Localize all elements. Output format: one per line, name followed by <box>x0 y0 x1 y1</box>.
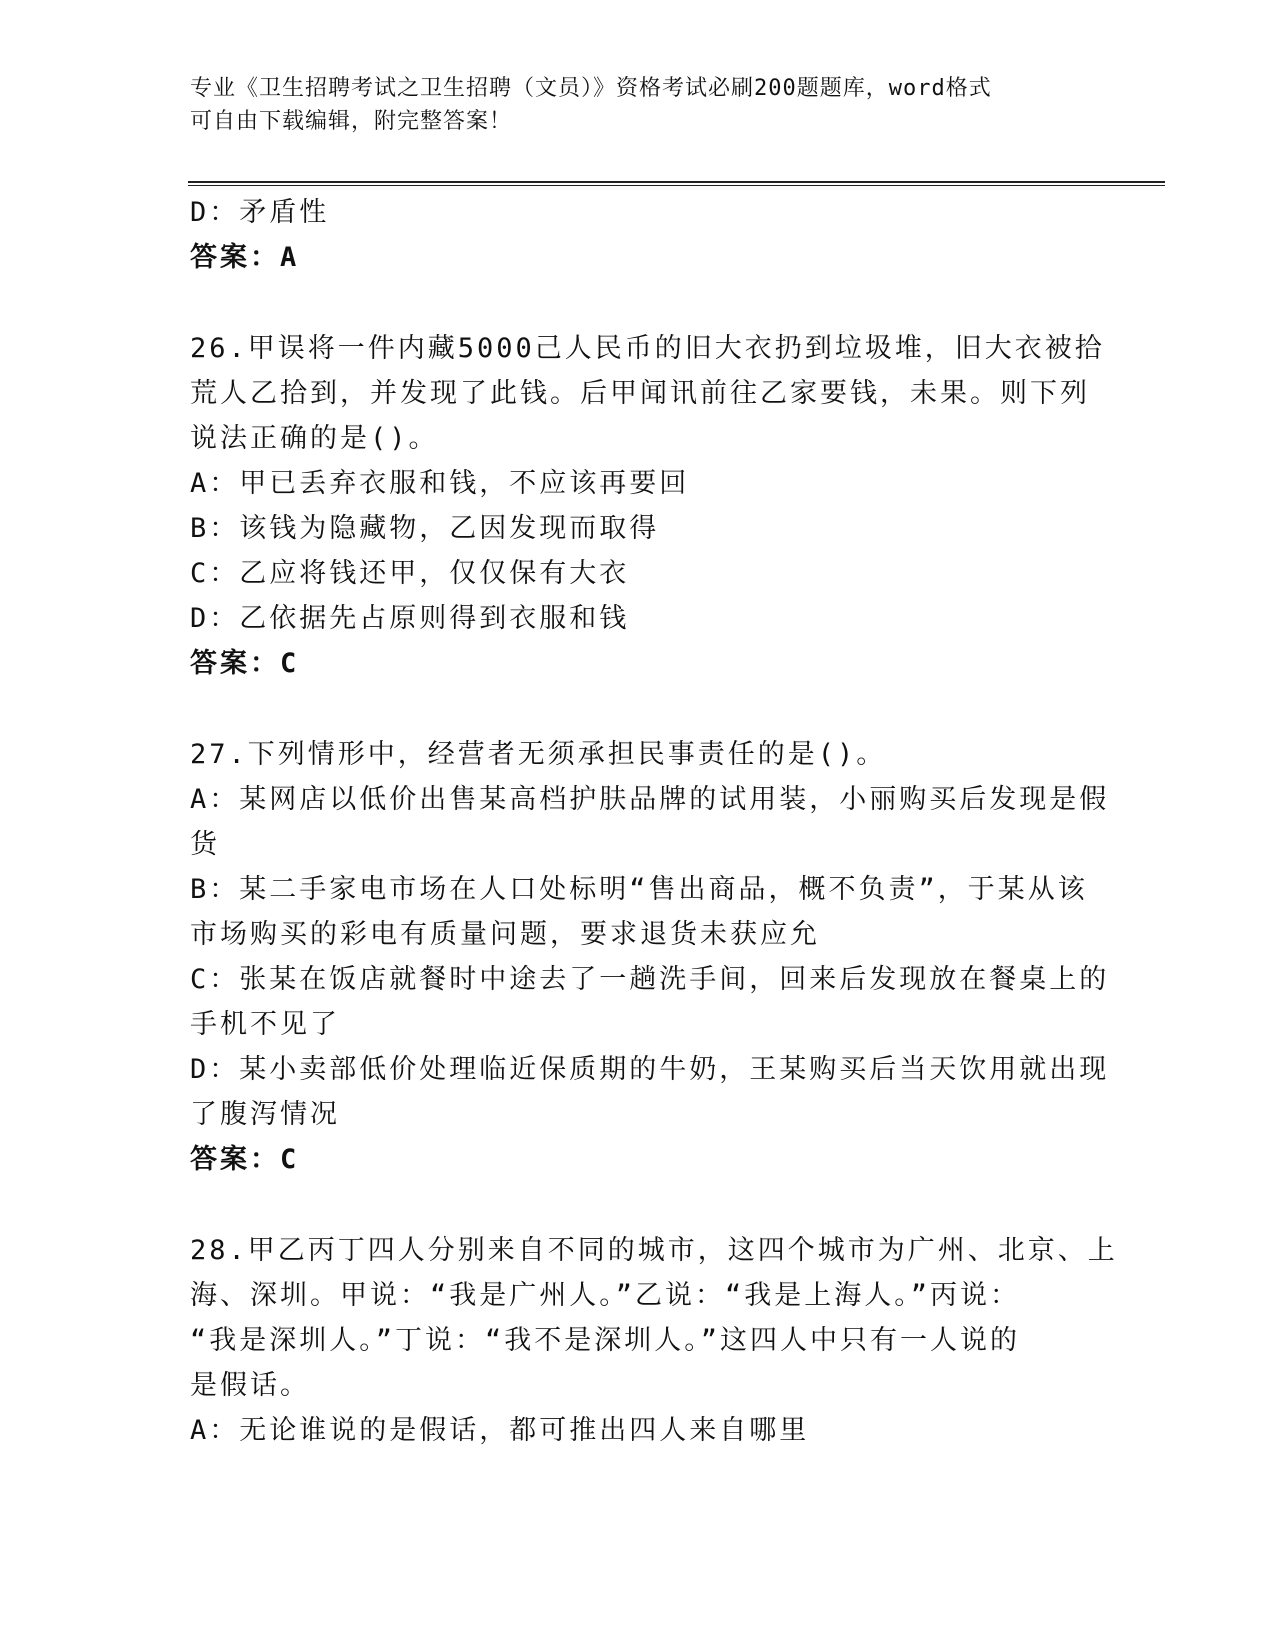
option-d: D：乙依据先占原则得到衣服和钱 <box>190 603 630 634</box>
answer: 答案：C <box>190 648 300 679</box>
spacer <box>190 1182 1090 1228</box>
option-c: C：张某在饭店就餐时中途去了一趟洗手间，回来后发现放在餐桌上的 <box>190 964 1110 995</box>
header-divider-thin <box>188 185 1165 186</box>
document-body <box>190 190 1118 1453</box>
question-28 <box>190 1228 1118 1453</box>
option-b-continued: 市场购买的彩电有质量问题，要求退货未获应允 <box>190 919 820 950</box>
question-stem-line: 28.甲乙丙丁四人分别来自不同的城市，这四个城市为广州、北京、上 <box>190 1235 1118 1266</box>
answer: 答案：C <box>190 1144 300 1175</box>
question-stem-line: 说法正确的是()。 <box>190 423 439 454</box>
prev-answer: 答案：A <box>190 242 300 273</box>
option-a: A：某网店以低价出售某高档护肤品牌的试用装，小丽购买后发现是假 <box>190 784 1110 815</box>
header-divider-thick <box>188 181 1165 183</box>
prev-option-d: D：矛盾性 <box>190 197 330 228</box>
spacer <box>190 280 1090 326</box>
question-stem-line: 26.甲误将一件内藏5000己人民币的旧大衣扔到垃圾堆，旧大衣被拾 <box>190 333 1105 364</box>
question-stem-line: 海、深圳。甲说：“我是广州人。”乙说：“我是上海人。”丙说： <box>190 1280 1021 1311</box>
header-line-1: 专业《卫生招聘考试之卫生招聘（文员）》资格考试必刷200题题库，word格式 <box>190 76 992 101</box>
question-27 <box>190 732 1110 1182</box>
option-b: B：该钱为隐藏物，乙因发现而取得 <box>190 513 660 544</box>
option-a: A：甲已丢弃衣服和钱，不应该再要回 <box>190 468 690 499</box>
option-a-continued: 货 <box>190 829 220 860</box>
option-c-continued: 手机不见了 <box>190 1009 340 1040</box>
option-a: A：无论谁说的是假话，都可推出四人来自哪里 <box>190 1415 810 1446</box>
question-stem-line: “我是深圳人。”丁说：“我不是深圳人。”这四人中只有一人说的 <box>190 1325 1021 1356</box>
question-stem-line: 是假话。 <box>190 1370 310 1401</box>
question-26 <box>190 326 1105 686</box>
option-d-continued: 了腹泻情况 <box>190 1099 340 1130</box>
option-b: B：某二手家电市场在人口处标明“售出商品，概不负责”，于某从该 <box>190 874 1088 905</box>
question-stem-line: 27.下列情形中，经营者无须承担民事责任的是()。 <box>190 739 887 770</box>
question-stem-line: 荒人乙拾到，并发现了此钱。后甲闻讯前往乙家要钱，未果。则下列 <box>190 378 1090 409</box>
header-line-2: 可自由下载编辑，附完整答案！ <box>190 109 513 134</box>
option-d: D：某小卖部低价处理临近保质期的牛奶，王某购买后当天饮用就出现 <box>190 1054 1110 1085</box>
document-header <box>190 72 1090 138</box>
spacer <box>190 686 1090 732</box>
option-c: C：乙应将钱还甲，仅仅保有大衣 <box>190 558 630 589</box>
